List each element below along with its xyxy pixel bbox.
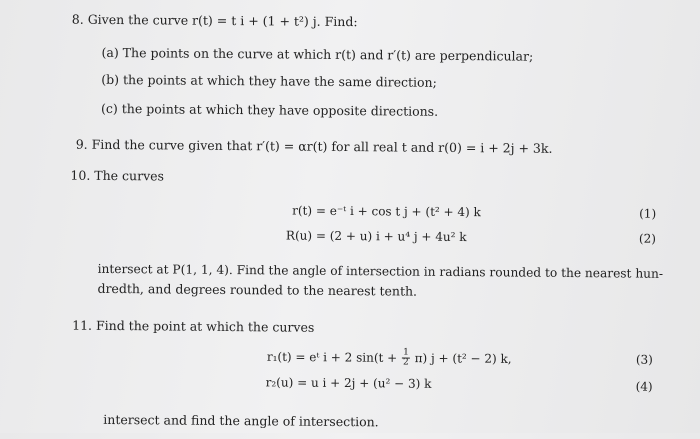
fraction-one-half (402, 349, 410, 369)
problem-8a: (a) The points on the curve at which r(t) and r′(t) are perpendicular; (101, 44, 534, 64)
equation-4-number: (4) (635, 379, 653, 394)
problem-9: 9. Find the curve given that r′(t) = αr(t) for all real t and r(0) = i + 2j + 3k. (75, 136, 553, 156)
equation-2: R(u) = (2 + u) i + u⁴ j + 4u² k (285, 228, 467, 245)
fraction-numerator: 1 (403, 347, 409, 358)
problem-10-body-line-1: intersect at P(1, 1, 4). Find the angle of intersection in radians rounded to the nearest hun- (97, 261, 664, 281)
equation-3 (267, 347, 512, 369)
problem-11-stem: 11. Find the point at which the curves (72, 317, 315, 335)
problem-8c: (c) the points at which they have opposite directions. (100, 100, 439, 119)
fraction-denominator: 2 (402, 357, 409, 369)
problem-10-body-line-2: dredth, and degrees rounded to the nearest tenth. (97, 280, 418, 299)
problem-8-stem: 8. Given the curve r(t) = t i + (1 + t²) j. Find: (71, 11, 358, 30)
equation-4: r₂(u) = u i + 2j + (u² − 3) k (265, 375, 432, 391)
equation-3-rhs: π) j + (t² − 2) k, (414, 351, 512, 366)
problem-11-closing: intersect and find the angle of intersection. (103, 411, 379, 430)
problem-10-stem: 10. The curves (70, 167, 165, 184)
equation-3-lhs: r₁(t) = eᵗ i + 2 sin(t + (266, 349, 398, 365)
equation-1-number: (1) (639, 206, 657, 221)
equation-3-number: (3) (635, 352, 653, 367)
problem-8b: (b) the points at which they have the same direction; (101, 71, 437, 90)
equation-2-number: (2) (638, 231, 657, 246)
equation-1: r(t) = e⁻ᵗ i + cos t j + (t² + 4) k (292, 203, 481, 220)
